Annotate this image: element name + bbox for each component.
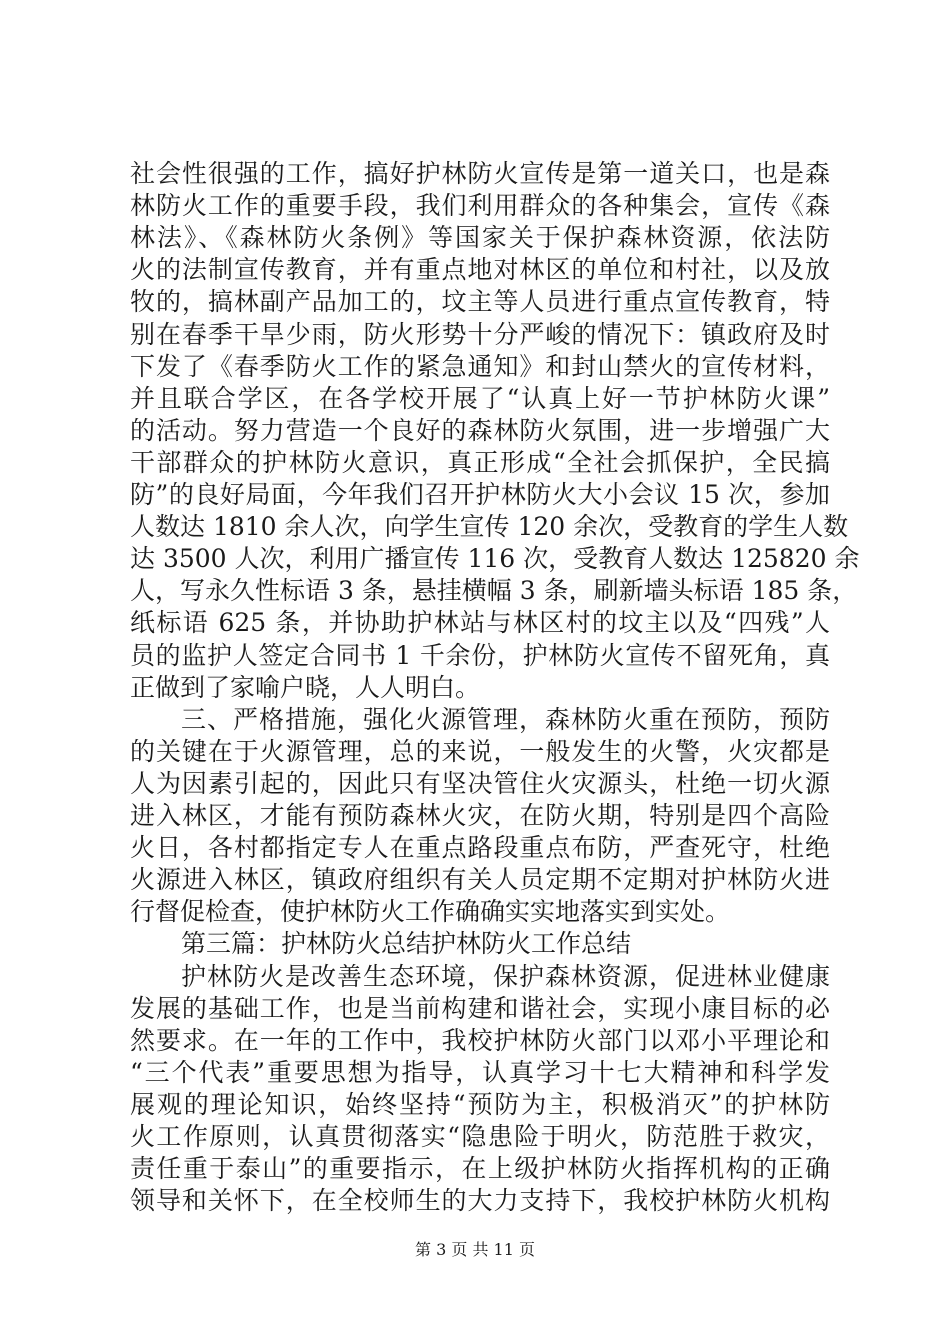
text-line: 火工作原则，认真贯彻落实“隐患险于明火，防范胜于救灾， — [130, 1122, 830, 1151]
text-line: 人数达 1810 余人次，向学生宣传 120 余次，受教育的学生人数 — [130, 512, 849, 542]
text-line: 火的法制宣传教育，并有重点地对林区的单位和村社，以及放 — [130, 255, 830, 285]
text-line: 下发了《春季防火工作的紧急通知》和封山禁火的宣传材料， — [130, 351, 830, 381]
text-line: 正做到了家喻户晓，人人明白。 — [130, 672, 481, 702]
text-line: 林防火工作的重要手段，我们利用群众的各种集会，宣传《森 — [130, 191, 830, 221]
text-line: “三个代表”重要思想为指导，认真学习十七大精神和科学发 — [130, 1057, 830, 1087]
page-number-footer: 第 3 页 共 11 页 — [415, 1240, 535, 1259]
text-line: 牧的，搞林副产品加工的，坟主等人员进行重点宣传教育，特 — [130, 287, 830, 317]
text-line: 员的监护人签定合同书 1 千余份，护林防火宣传不留死角，真 — [130, 640, 830, 670]
text-line: 火日，各村都指定专人在重点路段重点布防，严查死守，杜绝 — [130, 833, 830, 863]
text-line: 的关键在于火源管理，总的来说，一般发生的火警，火灾都是 — [130, 736, 830, 766]
text-line: 人，写永久性标语 3 条，悬挂横幅 3 条，刷新墙头标语 185 条， — [130, 576, 858, 606]
text-line: 火源进入林区，镇政府组织有关人员定期不定期对护林防火进 — [130, 865, 830, 895]
text-line: 人为因素引起的，因此只有坚决管住火灾源头，杜绝一切火源 — [130, 768, 830, 798]
text-line: 行督促检查，使护林防火工作确确实实地落实到实处。 — [130, 897, 731, 927]
text-line: 发展的基础工作，也是当前构建和谐社会，实现小康目标的必 — [130, 993, 830, 1023]
text-line: 护林防火是改善生态环境，保护森林资源，促进林业健康 — [181, 961, 830, 991]
text-line: 的活动。努力营造一个良好的森林防火氛围，进一步增强广大 — [130, 415, 830, 445]
text-line: 纸标语 625 条，并协助护林站与林区村的坟主以及“四残”人 — [130, 608, 830, 638]
text-line: 干部群众的护林防火意识，真正形成“全社会抓保护，全民搞 — [130, 447, 830, 477]
section-three-heading-line: 三、严格措施，强化火源管理，森林防火重在预防，预防 — [181, 704, 830, 734]
text-line: 防”的良好局面，今年我们召开护林防火大小会议 15 次，参加 — [130, 480, 830, 509]
text-line: 然要求。在一年的工作中，我校护林防火部门以邓小平理论和 — [130, 1025, 830, 1055]
text-line: 达 3500 人次，利用广播宣传 116 次，受教育人数达 125820 余 — [130, 544, 860, 574]
text-line: 社会性很强的工作，搞好护林防火宣传是第一道关口，也是森 — [130, 159, 830, 188]
text-line: 林法》、《森林防火条例》等国家关于保护森林资源，依法防 — [130, 223, 830, 253]
text-line: 进入林区，才能有预防森林火灾，在防火期，特别是四个高险 — [130, 801, 830, 830]
text-line: 展观的理论知识，始终坚持“预防为主，积极消灭”的护林防 — [130, 1089, 830, 1119]
chapter-three-title: 第三篇：护林防火总结护林防火工作总结 — [181, 929, 632, 959]
text-line: 并且联合学区，在各学校开展了“认真上好一节护林防火课” — [130, 383, 830, 413]
text-line: 领导和关怀下，在全校师生的大力支持下，我校护林防火机构 — [130, 1186, 830, 1216]
text-line: 别在春季干旱少雨，防火形势十分严峻的情况下：镇政府及时 — [130, 319, 830, 349]
text-line: 责任重于泰山”的重要指示，在上级护林防火指挥机构的正确 — [130, 1154, 830, 1184]
